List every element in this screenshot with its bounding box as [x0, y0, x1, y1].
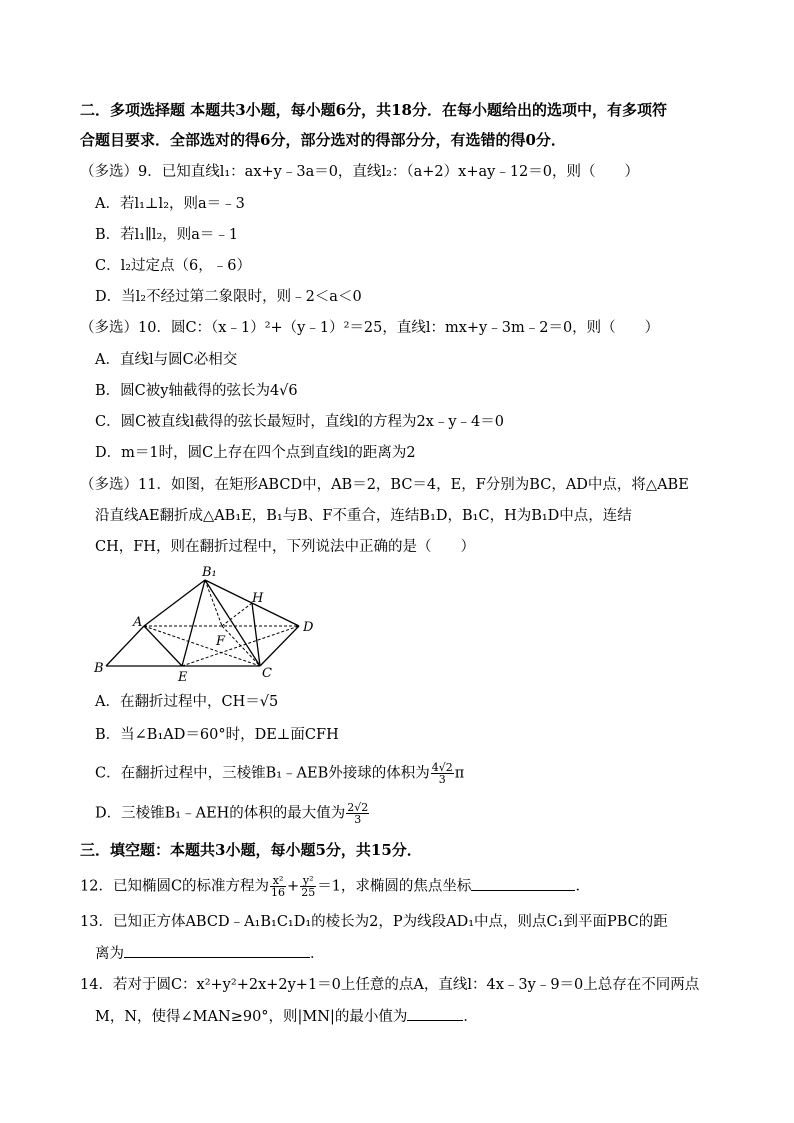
label-a: A [133, 615, 143, 630]
q11-option-c-pi: π [454, 765, 465, 782]
q12-plus: + [287, 878, 300, 895]
q14-line2 [95, 1006, 478, 1027]
edge-ed-dashed [182, 626, 299, 666]
edge-ba [106, 626, 144, 666]
q11-option-c-fraction [431, 762, 454, 785]
q11-option-d-fraction [346, 802, 369, 825]
q11-option-c-text: C．在翻折过程中，三棱锥B₁﹣AEB外接球的体积为 [95, 765, 430, 782]
q11-option-c-den: 3 [438, 773, 446, 786]
q11-option-c [95, 762, 464, 785]
q11-stem-line2: 沿直线AE翻折成△AB₁E，B₁与B、F不重合，连结B₁D，B₁C，H为B₁D中点，连结 [95, 508, 632, 524]
q14-end: ． [463, 1009, 478, 1025]
q10-option-d: D．m＝1时，圆C上存在四个点到直线l的距离为2 [95, 445, 416, 461]
q11-option-d-num: 2√2 [347, 801, 369, 814]
q12-end: ． [575, 878, 590, 895]
q11-option-b: B．当∠B₁AD＝60°时，DE⊥面CFH [95, 727, 339, 743]
q12-fraction-y-num: y² [300, 875, 316, 887]
q14-answer-blank[interactable] [407, 1006, 463, 1021]
q9-option-b: B．若l₁∥l₂，则a＝﹣1 [95, 227, 239, 243]
q11-option-d-text: D．三棱锥B₁﹣AEH的体积的最大值为 [95, 805, 346, 822]
q10-option-a: A．直线l与圆C必相交 [95, 352, 238, 368]
q13-line2-text: 离为 [95, 946, 124, 962]
q12-fraction-x-num: x² [270, 875, 286, 887]
q12-fraction-x-den: 16 [271, 886, 286, 899]
q12-text: 12．已知椭圆C的标准方程为 [80, 878, 270, 895]
q11-stem-line1: （多选）11．如图，在矩形ABCD中，AB＝2，BC＝4，E，F分别为BC，AD中点，将△ABE [80, 477, 689, 493]
q12-text-post: ＝1，求椭圆的焦点坐标 [317, 878, 472, 895]
q11-option-c-num: 4√2 [431, 761, 453, 774]
edge-ac-dashed [144, 626, 260, 666]
q11-option-a: A．在翻折过程中，CH＝√5 [95, 694, 279, 710]
section3-heading: 三．填空题：本题共3小题，每小题5分，共15分． [80, 841, 422, 859]
label-d: D [303, 620, 314, 635]
edge-cd [260, 626, 299, 666]
q12-fraction-y [300, 875, 316, 898]
label-h: H [252, 591, 264, 606]
q11-option-d-den: 3 [354, 813, 362, 826]
label-f: F [216, 634, 226, 649]
edge-ae [144, 626, 182, 666]
q13-line2 [95, 943, 325, 964]
q13-end: ． [310, 946, 325, 962]
q9-option-a: A．若l₁⊥l₂，则a＝﹣3 [95, 196, 245, 212]
section2-heading-cont: 合题目要求．全部选对的得6分，部分选对的得部分分，有选错的得0分． [80, 131, 566, 149]
q12-answer-blank[interactable] [471, 876, 575, 891]
label-b: B [94, 661, 104, 676]
label-c: C [262, 666, 272, 681]
q12-fraction-x [270, 875, 286, 898]
q9-option-c: C．l₂过定点（6，﹣6） [95, 258, 251, 274]
label-b1: B₁ [202, 565, 217, 580]
q9-option-d: D．当l₂不经过第二象限时，则﹣2＜a＜0 [95, 289, 362, 305]
q9-stem: （多选）9．已知直线l₁：ax+y﹣3a＝0，直线l₂：（a+2）x+ay﹣12＝0，则（ ） [80, 164, 639, 180]
q14-line2-text: M，N，使得∠MAN≥90°，则|MN|的最小值为 [95, 1009, 408, 1025]
q13-line1: 13．已知正方体ABCD﹣A₁B₁C₁D₁的棱长为2，P为线段AD₁中点，则点C₁到平面PBC的距 [80, 914, 668, 930]
section2-heading: 二．多项选择题 本题共3小题，每小题6分，共18分．在每小题给出的选项中，有多项符 [80, 101, 667, 119]
q12 [80, 875, 590, 898]
label-e: E [178, 670, 188, 682]
edge-ab1 [144, 580, 205, 626]
q14-line1: 14．若对于圆C：x²+y²+2x+2y+1＝0上任意的点A，直线l：4x﹣3y﹣9＝0上总存在不同两点 [80, 977, 700, 993]
q12-fraction-y-den: 25 [301, 886, 316, 899]
edge-b1e [182, 580, 205, 666]
q10-stem: （多选）10．圆C：（x﹣1）²+（y﹣1）²＝25，直线l：mx+y﹣3m﹣2＝0，则（ ） [80, 320, 660, 336]
folding-figure [92, 562, 322, 682]
q13-answer-blank[interactable] [124, 943, 310, 958]
q11-option-d [95, 802, 370, 825]
q10-option-b: B．圆C被y轴截得的弦长为4√6 [95, 383, 298, 399]
q10-option-c: C．圆C被直线l截得的弦长最短时，直线l的方程为2x﹣y﹣4＝0 [95, 414, 505, 430]
q11-stem-line3: CH，FH，则在翻折过程中，下列说法中正确的是（ ） [95, 539, 475, 555]
